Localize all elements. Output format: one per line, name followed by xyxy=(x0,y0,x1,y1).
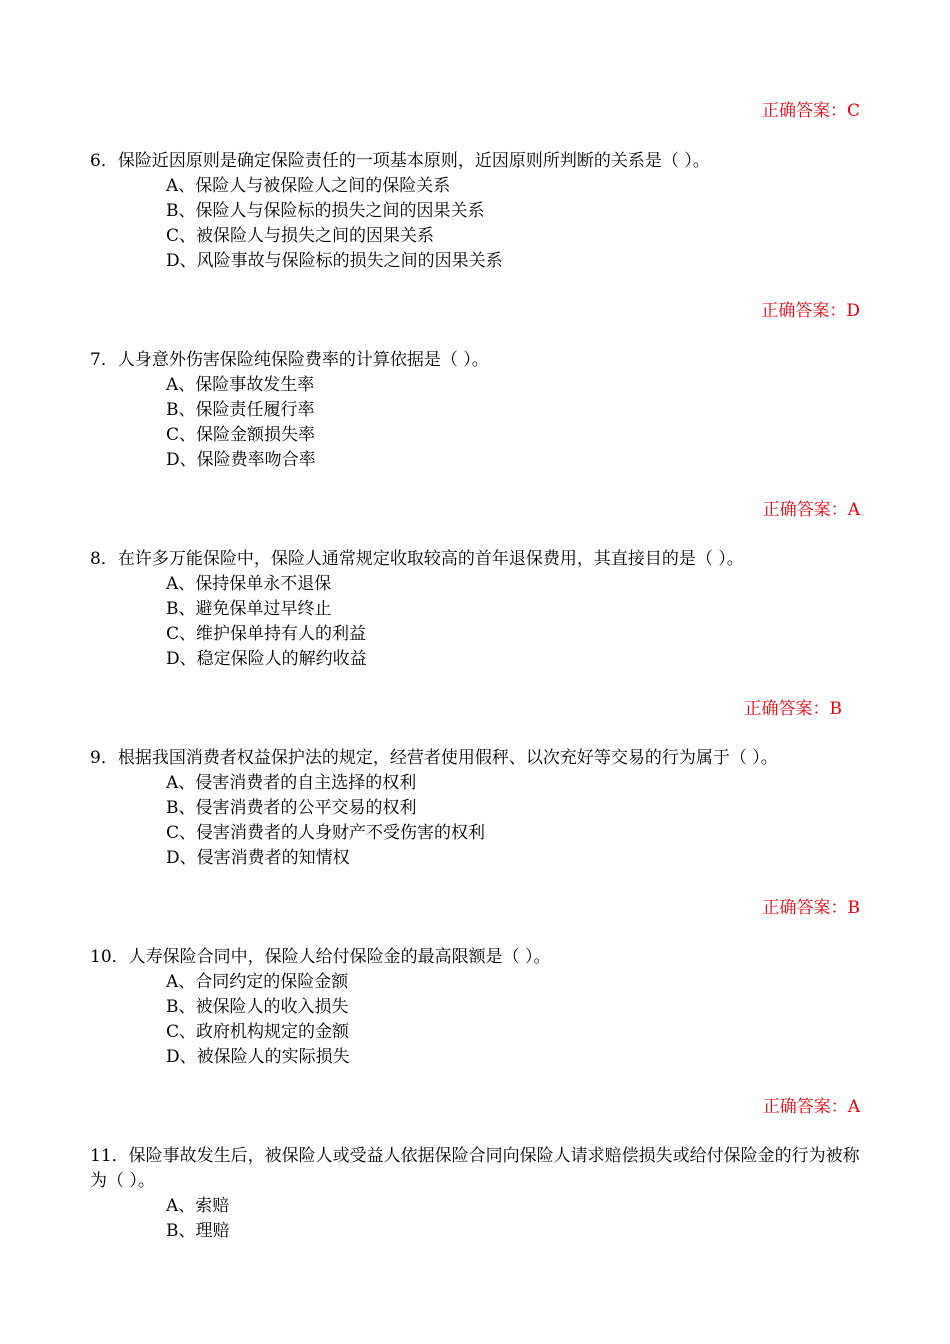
question-6-option-d: D、风险事故与保险标的损失之间的因果关系 xyxy=(166,251,503,271)
question-9-answer: 正确答案：B xyxy=(762,898,860,918)
question-6-option-b: B、保险人与保险标的损失之间的因果关系 xyxy=(166,201,485,221)
question-7-option-b: B、保险责任履行率 xyxy=(166,400,315,420)
question-11-option-b: B、理赔 xyxy=(166,1221,230,1241)
question-8-option-d: D、稳定保险人的解约收益 xyxy=(166,649,367,669)
question-10-option-d: D、被保险人的实际损失 xyxy=(166,1047,350,1067)
question-6-text: 6．保险近因原则是确定保险责任的一项基本原则，近因原则所判断的关系是（ ）。 xyxy=(90,151,710,171)
answer-prev: 正确答案：C xyxy=(761,101,860,121)
question-8-option-b: B、避免保单过早终止 xyxy=(166,599,332,619)
question-11-text: 11．保险事故发生后，被保险人或受益人依据保险合同向保险人请求赔偿损失或给付保险金的行为被称为（ ）。 xyxy=(90,1146,860,1191)
question-7-answer: 正确答案：A xyxy=(762,500,860,520)
question-9-option-b: B、侵害消费者的公平交易的权利 xyxy=(166,798,417,818)
question-8-text: 8．在许多万能保险中，保险人通常规定收取较高的首年退保费用，其直接目的是（ ）。 xyxy=(90,549,744,569)
question-8-answer: 正确答案：B xyxy=(744,699,842,719)
question-9-text: 9．根据我国消费者权益保护法的规定，经营者使用假秤、以次充好等交易的行为属于（ ）。 xyxy=(90,748,778,768)
question-8-option-a: A、保持保单永不退保 xyxy=(166,574,332,594)
question-11-option-a: A、索赔 xyxy=(166,1196,230,1216)
question-6-option-c: C、被保险人与损失之间的因果关系 xyxy=(166,226,435,246)
question-10-option-c: C、政府机构规定的金额 xyxy=(166,1022,350,1042)
question-9-option-d: D、侵害消费者的知情权 xyxy=(166,848,350,868)
question-9-option-a: A、侵害消费者的自主选择的权利 xyxy=(166,773,417,793)
question-7-option-a: A、保险事故发生率 xyxy=(166,375,315,395)
question-6-option-a: A、保险人与被保险人之间的保险关系 xyxy=(166,176,451,196)
question-8-option-c: C、维护保单持有人的利益 xyxy=(166,624,367,644)
question-7-option-c: C、保险金额损失率 xyxy=(166,425,316,445)
question-9-option-c: C、侵害消费者的人身财产不受伤害的权利 xyxy=(166,823,486,843)
question-7-text: 7．人身意外伤害保险纯保险费率的计算依据是（ ）。 xyxy=(90,350,489,370)
question-10-answer: 正确答案：A xyxy=(762,1097,860,1117)
question-10-option-b: B、被保险人的收入损失 xyxy=(166,997,349,1017)
question-6-answer: 正确答案：D xyxy=(761,301,860,321)
question-7-option-d: D、保险费率吻合率 xyxy=(166,450,316,470)
question-10-option-a: A、合同约定的保险金额 xyxy=(166,972,349,992)
question-10-text: 10．人寿保险合同中，保险人给付保险金的最高限额是（ ）。 xyxy=(90,947,551,967)
